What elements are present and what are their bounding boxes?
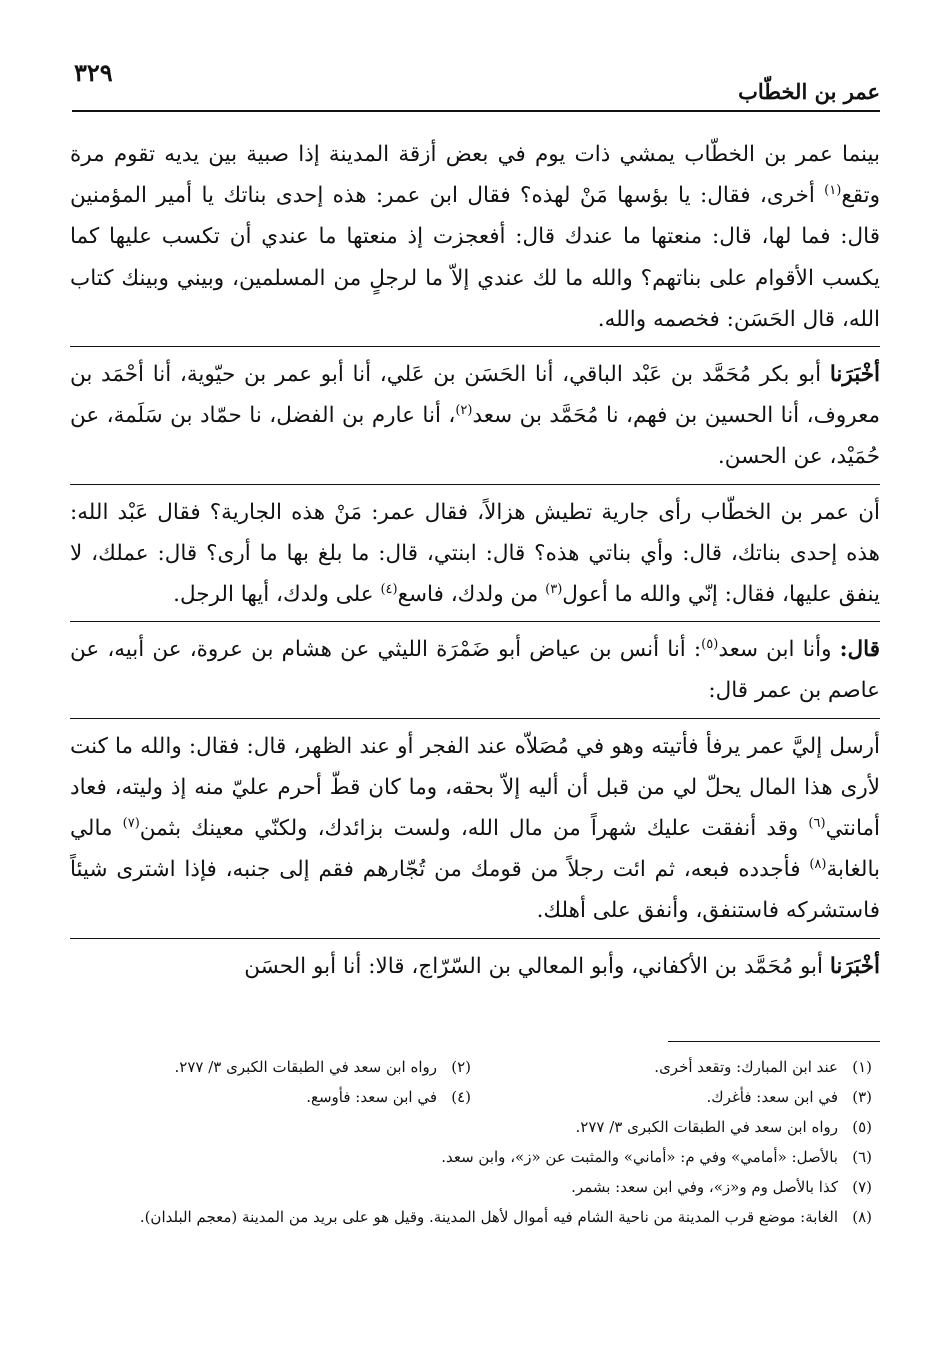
paragraph (70, 946, 880, 993)
paragraph (70, 134, 880, 347)
footnote-number: (٣) (852, 1088, 872, 1106)
paragraph-text: بينما عمر بن الخطّاب يمشي ذات يوم في بعض أزقة المدينة إذا صبية بين يديه تقوم مرة وتقع (70, 142, 880, 209)
paragraph-text: أبو بكر مُحَمَّد بن عَبْد الباقي، أنا الحَسَن بن عَلي، أنا أبو عمر بن حيّوية، أنا أحْمَد بن معروف، أنا الحسين بن فهم، نا مُحَمَّد بن سعد (70, 362, 880, 429)
paragraph-text: أن عمر بن الخطّاب رأى جارية تطيش هزالاً، فقال عمر: مَنْ هذه الجارية؟ فقال عَبْد الله: هذه إحدى بناتك، قال: وأي بناتي هذه؟ قال: ابنتي، قال: ما بلغ بها ما أرى؟ قال: عملك، لا ينفق عليها، فقال: إنّي والله ما أعول (70, 499, 880, 608)
footnote-number: (٥) (852, 1118, 872, 1136)
footnote-number: (٦) (852, 1148, 872, 1166)
page-number: ٣٢٩ (74, 58, 113, 87)
footnote-row (70, 1112, 872, 1142)
paragraph-text: أخرى، فقال: يا بؤسها مَنْ لهذه؟ فقال ابن عمر: هذه إحدى بناتك يا أمير المؤمنين قال: فما لها، قال: منعتها ما عندك قال: أفعجزت إذ منعتها ما عندي أن تكسب عليها كما يكسب الأقوام على بناتهم؟ والله ما لك عندي إلاّ ما لرجلٍ من المسلمين، وبيني وبينك كتاب الله، قال الحَسَن: فخصمه والله. (70, 183, 880, 332)
paragraph-text: على ولدك، أيها الرجل. (173, 582, 381, 608)
footnote (70, 1082, 471, 1112)
paragraph (70, 492, 880, 623)
isnad-lead: أخْبَرَنا (829, 953, 880, 979)
footnote-row (70, 1202, 872, 1232)
footnote-row (70, 1172, 872, 1202)
paragraph (70, 629, 880, 718)
footnote-number: (٢) (451, 1058, 471, 1076)
footnote-divider (668, 1041, 880, 1042)
footnote-ref[interactable]: (١) (824, 183, 842, 199)
paragraph (70, 354, 880, 485)
footnote-ref[interactable]: (٨) (809, 857, 827, 873)
footnote (471, 1082, 872, 1112)
footnote-ref[interactable]: (٧) (122, 815, 140, 831)
footnote (471, 1052, 872, 1082)
footnote-text: رواه ابن سعد في الطبقات الكبرى ٣/ ٢٧٧. (575, 1118, 838, 1136)
paragraph-text: مالي بالغابة (70, 816, 880, 883)
paragraph-text: وأنا ابن سعد (718, 637, 840, 663)
footnote-number: (٤) (451, 1088, 471, 1106)
footnote-row (70, 1082, 872, 1112)
footnote (70, 1052, 471, 1082)
footnote-ref[interactable]: (٦) (808, 815, 826, 831)
paragraph-text: : أنا أنس بن عياض أبو ضَمْرَة الليثي عن هشام بن عروة، عن أبيه، عن عاصم بن عمر قال: (70, 637, 880, 704)
footnote-ref[interactable]: (٥) (701, 637, 719, 653)
footnote (70, 1112, 872, 1142)
footnote (70, 1172, 872, 1202)
footnote-number: (١) (852, 1058, 872, 1076)
footnote-text: كذا بالأصل وم و«ز»، وفي ابن سعد: بشمر. (571, 1178, 838, 1196)
footnote-text: في ابن سعد: فأغرك. (706, 1088, 838, 1106)
footnote-text: بالأصل: «أمامي» وفي م: «أماني» والمثبت عن «ز»، وابن سعد. (441, 1148, 838, 1166)
footnote-ref[interactable]: (٣) (545, 581, 563, 597)
paragraph-text: فأجدده فبعه، ثم ائت رجلاً من قومك من تُجّارهم فقم إلى جنبه، فإذا اشترى شيئاً فاستشركه فاستنفق، وأنفق على أهلك. (70, 857, 880, 924)
paragraph-text: أبو مُحَمَّد بن الأكفاني، وأبو المعالي بن السّرّاج، قالا: أنا أبو الحسَن (244, 953, 830, 979)
isnad-lead: قال: (839, 637, 880, 663)
footnote-ref[interactable]: (٢) (455, 403, 473, 419)
header-title: عمر بن الخطّاب (738, 79, 880, 104)
footnote (70, 1202, 872, 1232)
paragraph-text: من ولدك، فاسع (397, 582, 546, 608)
isnad-lead: أخْبَرَنا (829, 362, 880, 388)
main-text (70, 134, 880, 993)
footnote-text: رواه ابن سعد في الطبقات الكبرى ٣/ ٢٧٧. (174, 1058, 437, 1076)
footnote-number: (٧) (852, 1178, 872, 1196)
footnote-text: عند ابن المبارك: وتقعد أخرى. (654, 1058, 838, 1076)
footnote-ref[interactable]: (٤) (380, 581, 398, 597)
paragraph-text: أرسل إليَّ عمر يرفأ فأتيته وهو في مُصَلاّه عند الفجر أو عند الظهر، قال: فقال: والله ما كنت لأرى هذا المال يحلّ لي من قبل أن أليه إلاّ بحقه، وما كان قطّ أحرم عليّ منه إذ وليته، فعاد أمانتي (70, 733, 880, 842)
footnote (70, 1142, 872, 1172)
running-header (72, 58, 880, 112)
footnote-text: الغابة: موضع قرب المدينة من ناحية الشام فيه أموال لأهل المدينة. وقيل هو على بريد من المدينة (معجم البلدان). (139, 1208, 838, 1226)
footnote-text: في ابن سعد: فأوسع. (306, 1088, 437, 1106)
paragraph-text: وقد أنفقت عليك شهراً من مال الله، ولست بزائدك، ولكنّي معينك بثمن (139, 816, 809, 842)
paragraph-text: ، أنا عارم بن الفضل، نا حمّاد بن سَلَمة، عن حُمَيْد، عن الحسن. (70, 403, 880, 470)
footnote-row (70, 1142, 872, 1172)
footnotes (70, 1052, 872, 1232)
paragraph (70, 726, 880, 939)
footnote-number: (٨) (852, 1208, 872, 1226)
footnote-row (70, 1052, 872, 1082)
